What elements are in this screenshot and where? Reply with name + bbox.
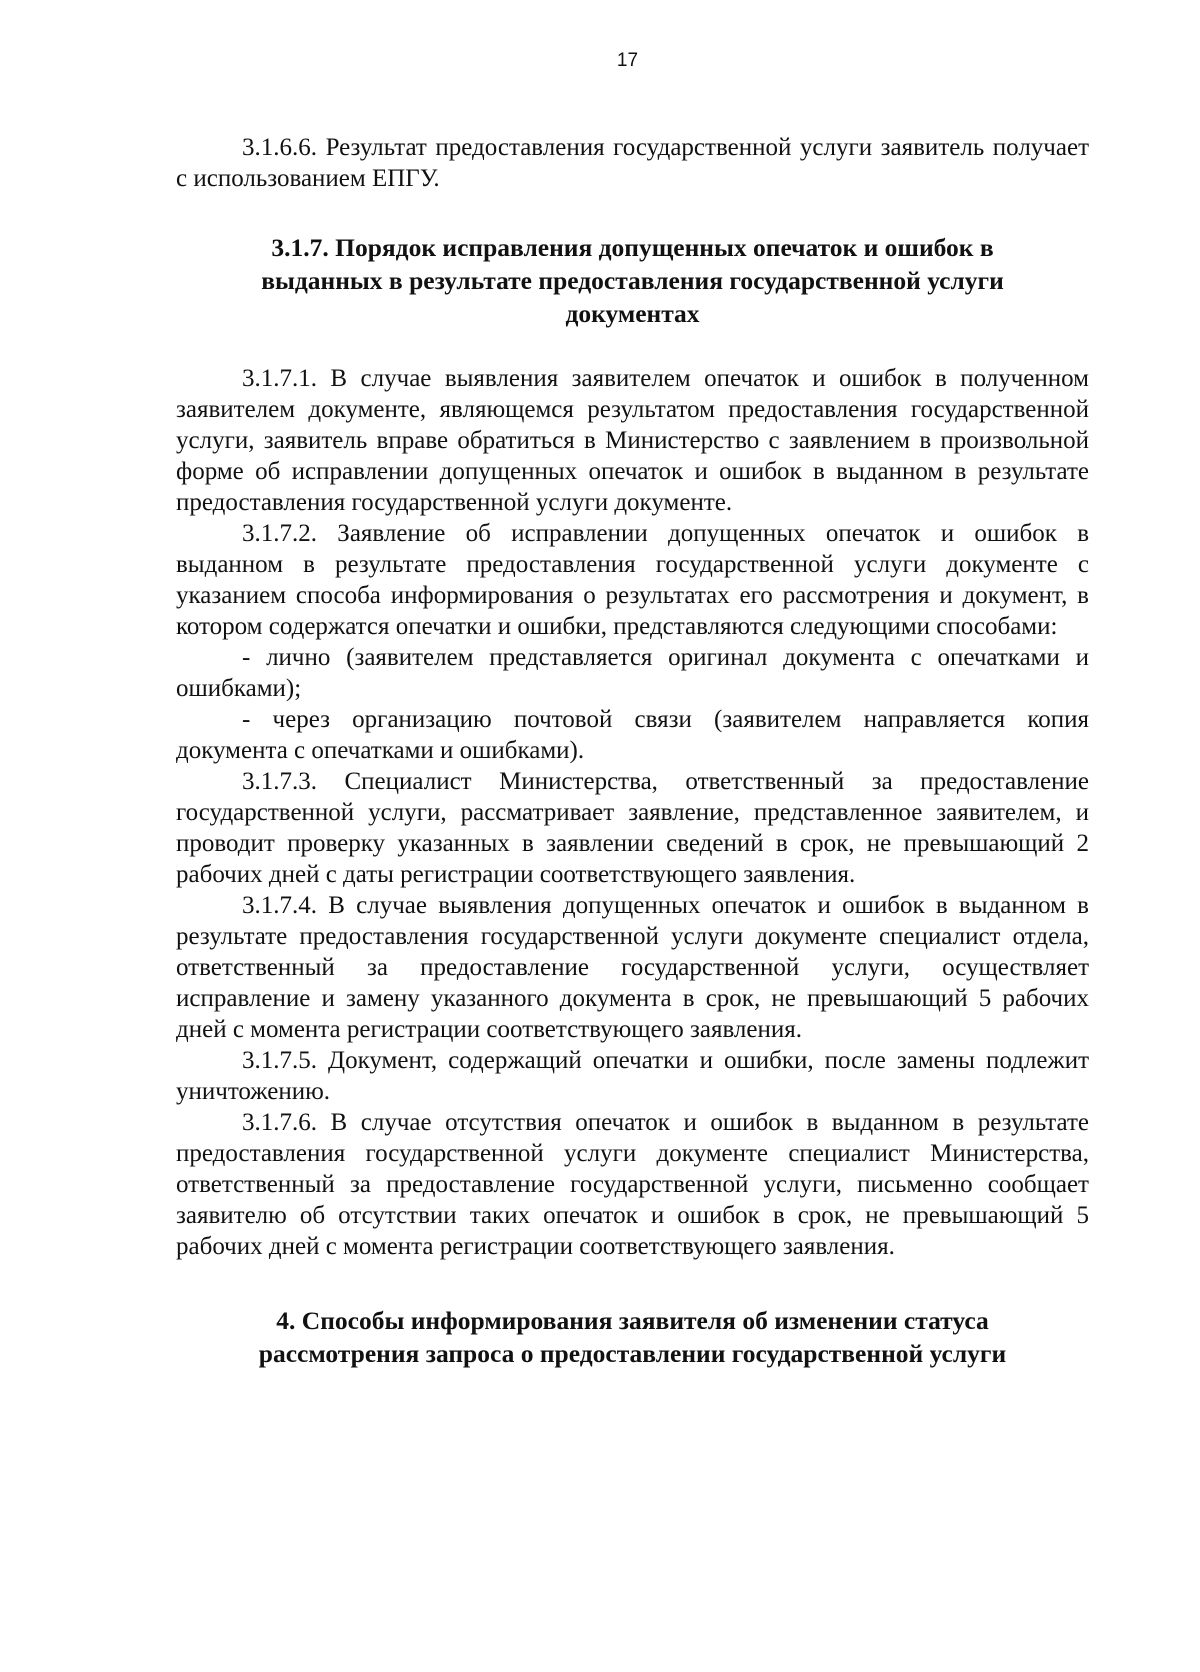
paragraph-3-1-7-2: 3.1.7.2. Заявление об исправлении допущенных опечаток и ошибок в выданном в результате предоставления государственной услуги документе с указанием способа информирования о результатах его рассмотрения и документ, в котором содержатся опечатки и ошибки, представляются следующими способами: xyxy=(176,520,1089,640)
paragraph-3-1-7-6: 3.1.7.6. В случае отсутствия опечаток и ошибок в выданном в результате предоставления государственной услуги документе специалист Министерства, ответственный за предоставление государственной услуги, письменно сообщает заявителю об отсутствии таких опечаток и ошибок в срок, не превышающий 5 рабочих дней с момента регистрации соответствующего заявления. xyxy=(176,1109,1089,1260)
document-body xyxy=(176,132,1089,1370)
section-heading-4: 4. Способы информирования заявителя об изменении статуса рассмотрения запроса о предоставлении государственной услуги xyxy=(258,1306,1007,1368)
list-item-in-person: - лично (заявителем представляется оригинал документа с опечатками и ошибками); xyxy=(176,644,1089,702)
section-heading-3-1-7: 3.1.7. Порядок исправления допущенных опечаток и ошибок в выданных в результате предоставления государственной услуги документах xyxy=(261,233,1004,328)
paragraph-3-1-7-3: 3.1.7.3. Специалист Министерства, ответственный за предоставление государственной услуги, рассматривает заявление, представленное заявителем, и проводит проверку указанных в заявлении сведений в срок, не превышающий 2 рабочих дней с даты регистрации соответствующего заявления. xyxy=(176,768,1089,888)
list-item-by-post: - через организацию почтовой связи (заявителем направляется копия документа с опечатками и ошибками). xyxy=(176,706,1089,764)
paragraph-3-1-7-5: 3.1.7.5. Документ, содержащий опечатки и ошибки, после замены подлежит уничтожению. xyxy=(176,1047,1089,1105)
paragraph-3-1-7-1: 3.1.7.1. В случае выявления заявителем опечаток и ошибок в полученном заявителем документе, являющемся результатом предоставления государственной услуги, заявитель вправе обратиться в Министерство с заявлением в произвольной форме об исправлении допущенных опечаток и ошибок в выданном в результате предоставления государственной услуги документе. xyxy=(176,365,1089,516)
paragraph-3-1-6-6: 3.1.6.6. Результат предоставления государственной услуги заявитель получает с использованием ЕПГУ. xyxy=(176,134,1089,192)
page-number: 17 xyxy=(616,50,639,71)
paragraph-3-1-7-4: 3.1.7.4. В случае выявления допущенных опечаток и ошибок в выданном в результате предоставления государственной услуги документе специалист отдела, ответственный за предоставление государственной услуги, осуществляет исправление и замену указанного документа в срок, не превышающий 5 рабочих дней с момента регистрации соответствующего заявления. xyxy=(176,892,1089,1043)
